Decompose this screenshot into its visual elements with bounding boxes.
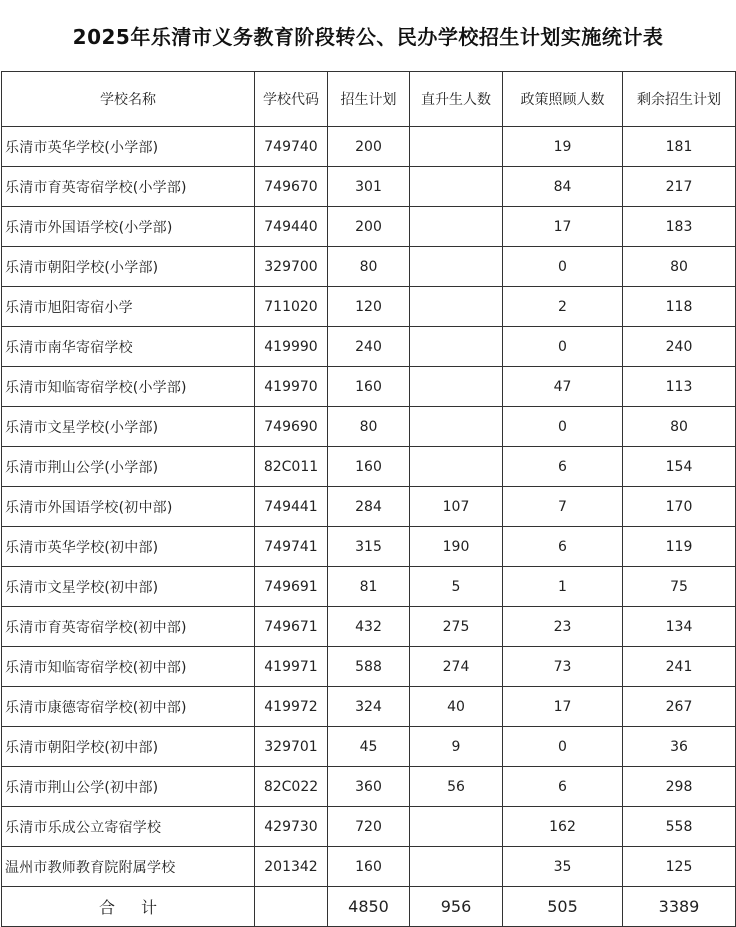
cell-remaining-plan: 119 [623, 527, 736, 567]
enrollment-table [1, 71, 736, 927]
cell-policy-care: 84 [503, 167, 623, 207]
cell-policy-care: 162 [503, 807, 623, 847]
cell-policy-care: 35 [503, 847, 623, 887]
cell-school-code: 711020 [255, 287, 328, 327]
cell-direct-promotion [410, 207, 503, 247]
cell-remaining-plan: 80 [623, 407, 736, 447]
cell-policy-care: 19 [503, 127, 623, 167]
cell-direct-promotion: 274 [410, 647, 503, 687]
cell-enrollment-plan: 588 [328, 647, 410, 687]
cell-enrollment-plan: 160 [328, 847, 410, 887]
cell-direct-promotion: 56 [410, 767, 503, 807]
cell-school-name: 乐清市荆山公学(初中部) [2, 767, 255, 807]
cell-school-code: 329701 [255, 727, 328, 767]
cell-school-code: 419990 [255, 327, 328, 367]
cell-policy-care: 1 [503, 567, 623, 607]
total-policy: 505 [503, 887, 623, 927]
cell-policy-care: 73 [503, 647, 623, 687]
cell-remaining-plan: 267 [623, 687, 736, 727]
table-row [2, 287, 736, 327]
cell-direct-promotion [410, 167, 503, 207]
cell-direct-promotion: 9 [410, 727, 503, 767]
header-school-name: 学校名称 [2, 72, 255, 127]
cell-school-code: 419971 [255, 647, 328, 687]
cell-remaining-plan: 241 [623, 647, 736, 687]
cell-school-code: 419972 [255, 687, 328, 727]
cell-direct-promotion [410, 287, 503, 327]
cell-remaining-plan: 113 [623, 367, 736, 407]
total-direct: 956 [410, 887, 503, 927]
cell-remaining-plan: 125 [623, 847, 736, 887]
cell-direct-promotion [410, 367, 503, 407]
page-title: 2025年乐清市义务教育阶段转公、民办学校招生计划实施统计表 [72, 25, 664, 49]
table-row [2, 127, 736, 167]
cell-school-name: 乐清市南华寄宿学校 [2, 327, 255, 367]
cell-enrollment-plan: 240 [328, 327, 410, 367]
cell-enrollment-plan: 45 [328, 727, 410, 767]
cell-policy-care: 7 [503, 487, 623, 527]
cell-direct-promotion: 5 [410, 567, 503, 607]
cell-school-name: 乐清市朝阳学校(小学部) [2, 247, 255, 287]
cell-enrollment-plan: 284 [328, 487, 410, 527]
cell-school-code: 329700 [255, 247, 328, 287]
header-direct-promotion: 直升生人数 [410, 72, 503, 127]
cell-remaining-plan: 75 [623, 567, 736, 607]
cell-school-name: 乐清市育英寄宿学校(小学部) [2, 167, 255, 207]
cell-policy-care: 2 [503, 287, 623, 327]
cell-school-code: 749741 [255, 527, 328, 567]
cell-enrollment-plan: 324 [328, 687, 410, 727]
table-row [2, 567, 736, 607]
cell-remaining-plan: 170 [623, 487, 736, 527]
cell-school-code: 82C011 [255, 447, 328, 487]
cell-policy-care: 6 [503, 447, 623, 487]
cell-school-name: 乐清市知临寄宿学校(小学部) [2, 367, 255, 407]
cell-enrollment-plan: 315 [328, 527, 410, 567]
table-header-row [2, 72, 736, 127]
cell-school-name: 乐清市旭阳寄宿小学 [2, 287, 255, 327]
cell-remaining-plan: 134 [623, 607, 736, 647]
cell-school-code: 749690 [255, 407, 328, 447]
cell-policy-care: 17 [503, 687, 623, 727]
cell-policy-care: 6 [503, 527, 623, 567]
cell-remaining-plan: 217 [623, 167, 736, 207]
cell-remaining-plan: 298 [623, 767, 736, 807]
cell-enrollment-plan: 301 [328, 167, 410, 207]
cell-enrollment-plan: 360 [328, 767, 410, 807]
cell-policy-care: 0 [503, 327, 623, 367]
cell-direct-promotion [410, 407, 503, 447]
cell-school-name: 乐清市文星学校(初中部) [2, 567, 255, 607]
table-row [2, 647, 736, 687]
cell-school-name: 温州市教师教育院附属学校 [2, 847, 255, 887]
cell-enrollment-plan: 160 [328, 447, 410, 487]
table-row [2, 847, 736, 887]
cell-direct-promotion: 190 [410, 527, 503, 567]
cell-school-code: 749740 [255, 127, 328, 167]
cell-enrollment-plan: 80 [328, 407, 410, 447]
total-label: 合计 [2, 887, 255, 927]
cell-remaining-plan: 240 [623, 327, 736, 367]
cell-policy-care: 6 [503, 767, 623, 807]
header-enrollment-plan: 招生计划 [328, 72, 410, 127]
cell-school-code: 749441 [255, 487, 328, 527]
table-row [2, 687, 736, 727]
table-row [2, 807, 736, 847]
table-row [2, 207, 736, 247]
cell-direct-promotion: 107 [410, 487, 503, 527]
cell-school-code: 749691 [255, 567, 328, 607]
cell-direct-promotion [410, 127, 503, 167]
cell-remaining-plan: 183 [623, 207, 736, 247]
cell-direct-promotion [410, 807, 503, 847]
cell-enrollment-plan: 200 [328, 127, 410, 167]
cell-direct-promotion: 40 [410, 687, 503, 727]
table-row [2, 367, 736, 407]
cell-remaining-plan: 558 [623, 807, 736, 847]
cell-school-code: 201342 [255, 847, 328, 887]
cell-school-name: 乐清市乐成公立寄宿学校 [2, 807, 255, 847]
table-row [2, 727, 736, 767]
cell-school-name: 乐清市康德寄宿学校(初中部) [2, 687, 255, 727]
table-row [2, 247, 736, 287]
cell-school-name: 乐清市外国语学校(初中部) [2, 487, 255, 527]
cell-direct-promotion [410, 847, 503, 887]
total-code [255, 887, 328, 927]
cell-enrollment-plan: 432 [328, 607, 410, 647]
header-school-code: 学校代码 [255, 72, 328, 127]
cell-enrollment-plan: 200 [328, 207, 410, 247]
cell-remaining-plan: 181 [623, 127, 736, 167]
table-body [2, 127, 736, 887]
cell-remaining-plan: 154 [623, 447, 736, 487]
table-row [2, 407, 736, 447]
cell-school-code: 749670 [255, 167, 328, 207]
cell-direct-promotion [410, 447, 503, 487]
cell-school-code: 419970 [255, 367, 328, 407]
table-row [2, 607, 736, 647]
cell-school-code: 429730 [255, 807, 328, 847]
cell-policy-care: 0 [503, 247, 623, 287]
cell-direct-promotion [410, 327, 503, 367]
total-remaining: 3389 [623, 887, 736, 927]
cell-school-name: 乐清市外国语学校(小学部) [2, 207, 255, 247]
cell-remaining-plan: 118 [623, 287, 736, 327]
total-plan: 4850 [328, 887, 410, 927]
cell-school-code: 749671 [255, 607, 328, 647]
cell-school-name: 乐清市知临寄宿学校(初中部) [2, 647, 255, 687]
cell-remaining-plan: 80 [623, 247, 736, 287]
cell-enrollment-plan: 80 [328, 247, 410, 287]
cell-school-name: 乐清市育英寄宿学校(初中部) [2, 607, 255, 647]
cell-direct-promotion: 275 [410, 607, 503, 647]
cell-school-name: 乐清市朝阳学校(初中部) [2, 727, 255, 767]
cell-enrollment-plan: 720 [328, 807, 410, 847]
header-policy-care: 政策照顾人数 [503, 72, 623, 127]
cell-policy-care: 23 [503, 607, 623, 647]
table-row [2, 767, 736, 807]
cell-policy-care: 0 [503, 407, 623, 447]
cell-school-name: 乐清市荆山公学(小学部) [2, 447, 255, 487]
header-remaining-plan: 剩余招生计划 [623, 72, 736, 127]
cell-school-code: 749440 [255, 207, 328, 247]
cell-policy-care: 47 [503, 367, 623, 407]
total-row [2, 887, 736, 927]
cell-school-name: 乐清市英华学校(初中部) [2, 527, 255, 567]
cell-enrollment-plan: 120 [328, 287, 410, 327]
table-row [2, 167, 736, 207]
cell-enrollment-plan: 160 [328, 367, 410, 407]
cell-school-name: 乐清市英华学校(小学部) [2, 127, 255, 167]
cell-policy-care: 17 [503, 207, 623, 247]
table-row [2, 487, 736, 527]
table-row [2, 327, 736, 367]
cell-policy-care: 0 [503, 727, 623, 767]
table-row [2, 527, 736, 567]
cell-school-name: 乐清市文星学校(小学部) [2, 407, 255, 447]
cell-enrollment-plan: 81 [328, 567, 410, 607]
cell-direct-promotion [410, 247, 503, 287]
cell-school-code: 82C022 [255, 767, 328, 807]
cell-remaining-plan: 36 [623, 727, 736, 767]
table-row [2, 447, 736, 487]
